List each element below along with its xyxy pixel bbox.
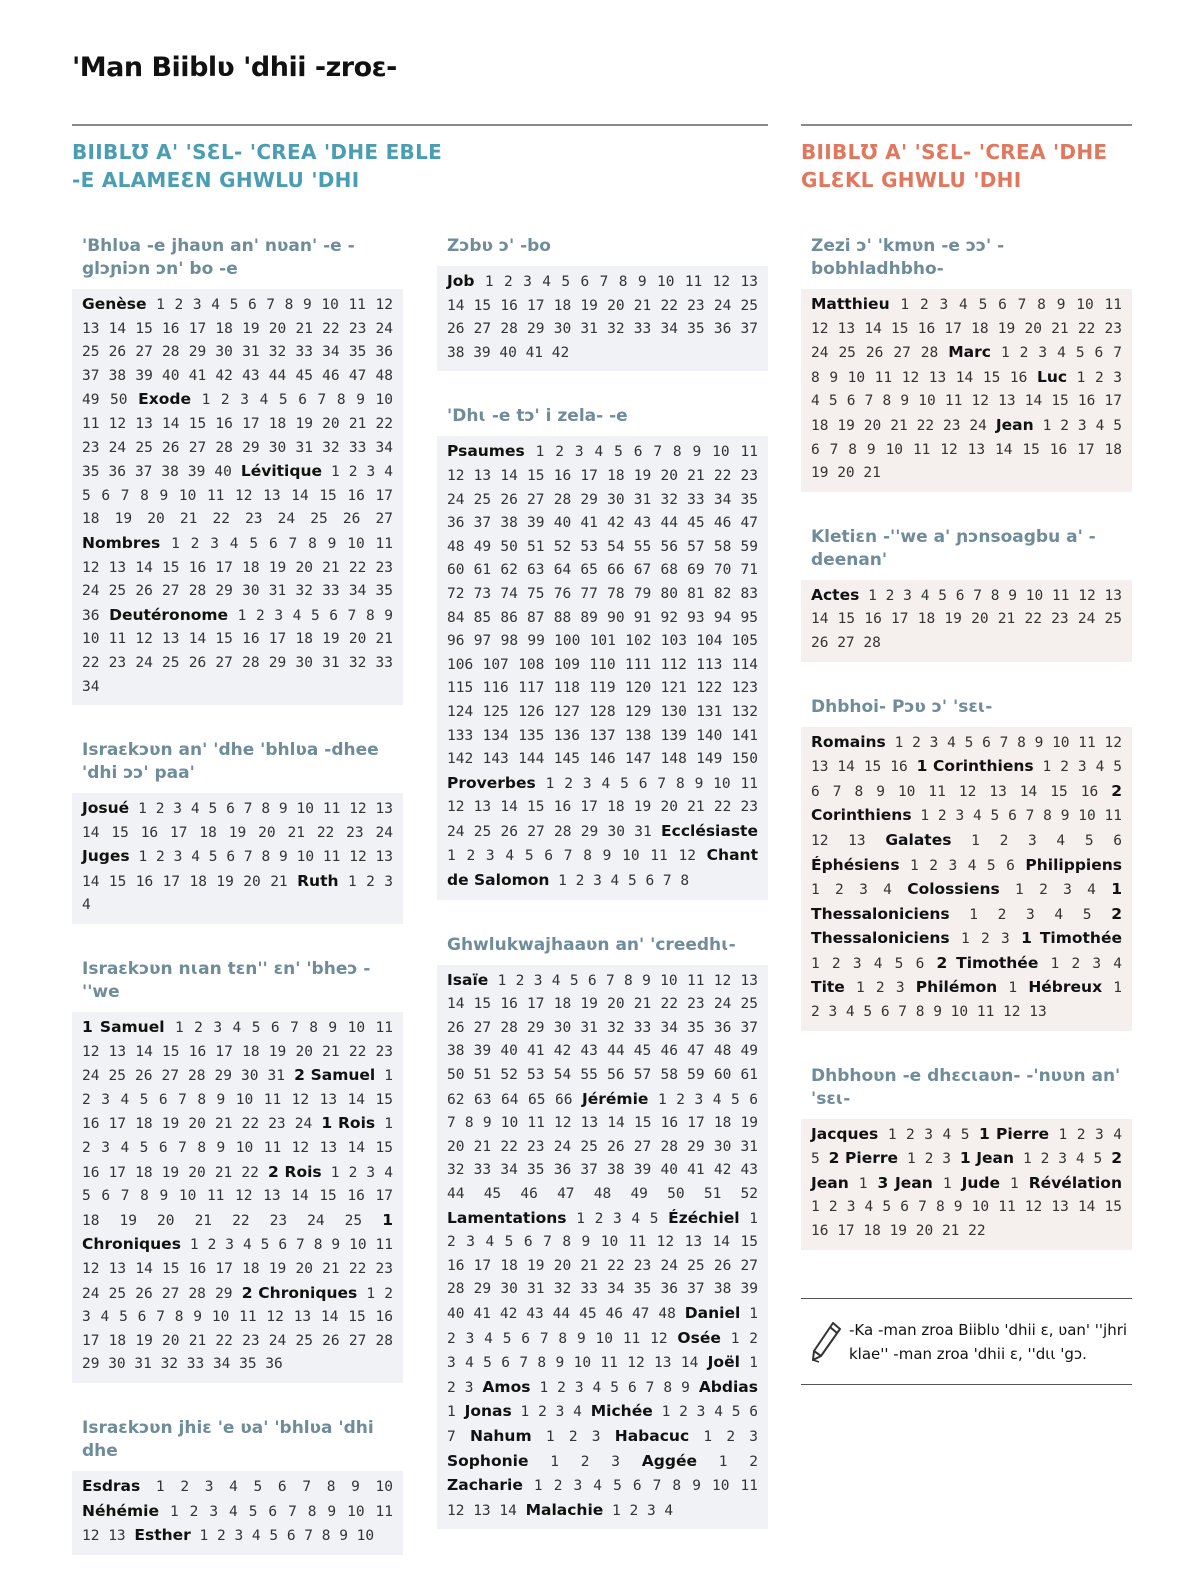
chapter-box [801,580,1132,662]
chapter-numbers[interactable]: 1 2 3 4 5 6 7 8 9 10 11 12 13 14 15 16 17 18 19 20 21 [811,417,1122,482]
book-name-matthieu[interactable]: Matthieu [811,295,890,313]
chapter-box [72,1471,403,1555]
chapter-numbers[interactable]: 1 2 3 4 5 6 7 8 9 10 11 12 13 14 15 16 17 18 19 20 21 22 23 24 25 26 27 28 [811,297,1122,362]
chapter-numbers[interactable]: 1 2 3 [550,1453,620,1470]
pencil-icon [809,1320,843,1364]
section-title: Kletiɛn -''we a' ɲɔnsoagbu a' -deenan' [811,526,1096,570]
chapter-numbers[interactable]: 1 2 3 4 5 6 7 8 9 10 11 12 13 14 15 16 17 18 19 20 21 22 23 24 25 26 27 28 29 30 31 32 33 34 35 36 [82,535,393,624]
book-name-ruth[interactable]: Ruth [297,871,339,890]
book-section [72,958,403,1383]
chapter-numbers[interactable]: 1 2 3 4 5 6 7 8 9 10 11 12 13 14 15 16 17 18 19 20 21 22 23 24 25 26 27 28 29 [82,1237,393,1302]
chapter-numbers[interactable]: 1 2 3 4 [520,1404,582,1421]
section-title: Dhbhoi- Pɔʋ ɔ' 'sɛɩ- [811,696,993,717]
chapter-numbers[interactable]: 1 [447,1404,456,1421]
book-name-lamentations[interactable]: Lamentations [447,1208,567,1227]
note-text: -Ka -man zroa Biiblʋ 'dhii ɛ, ʋan' ''jhri klae'' -man zroa 'dhii ɛ, ''dɩɩ 'gɔ. [849,1321,1128,1363]
book-name-esdras[interactable]: Esdras [82,1476,141,1495]
book-name-1-timothee[interactable]: 1 Timothée [1021,929,1122,948]
book-name-romains[interactable]: Romains [811,732,886,751]
book-name-1-thessaloniciens[interactable]: 1 Thessaloniciens [811,880,1123,923]
chapter-numbers[interactable]: 1 2 3 4 5 6 7 8 9 [539,1379,690,1396]
book-section [801,696,1132,1031]
nt-heading: BIIBLƱ A' 'SƐL- 'CREA 'DHE GLƐKL GHWLU 'DHI [801,140,1108,192]
chapter-box [801,1119,1132,1250]
ot-heading: BIIBLƱ A' 'SƐL- 'CREA 'DHE EBLE -E ALAMEƐN GHWLU 'DHI [72,140,443,192]
note-top-divider [801,1298,1132,1299]
book-name-sophonie[interactable]: Sophonie [447,1451,529,1470]
book-name-1-jean[interactable]: 1 Jean [959,1149,1015,1168]
chapter-numbers[interactable]: 1 2 3 4 5 6 7 8 9 10 [155,1478,393,1495]
chapter-numbers[interactable]: 1 2 3 4 5 6 7 8 9 10 11 12 13 14 15 16 17 18 19 20 21 22 23 24 25 26 27 28 29 30 31 32 33 34 [82,607,394,695]
chapter-numbers[interactable]: 1 2 3 [960,931,1010,948]
book-name-2-thessaloniciens[interactable]: 2 Thessaloniciens [811,904,1122,948]
book-name-actes[interactable]: Actes [811,585,860,604]
chapter-box [437,965,768,1530]
chapter-numbers[interactable]: 1 2 3 4 [612,1502,674,1519]
ot-top-rule [72,124,768,126]
book-name-3-jean[interactable]: 3 Jean [877,1173,933,1192]
book-name-aggee[interactable]: Aggée [641,1451,697,1470]
chapter-numbers[interactable]: 1 2 3 [703,1428,759,1445]
book-name-2-timothee[interactable]: 2 Timothée [936,953,1039,972]
book-name-ezechiel[interactable]: Ézéchiel [668,1208,740,1227]
chapter-numbers[interactable]: 1 2 3 [545,1428,601,1445]
chapter-numbers[interactable]: 1 2 3 4 5 6 [811,955,925,972]
chapter-numbers[interactable]: 1 2 3 4 5 6 7 8 9 10 11 12 13 14 15 16 [811,759,1122,800]
book-name-jude[interactable]: Jude [961,1173,1000,1192]
chapter-numbers[interactable]: 1 2 3 4 5 6 7 8 9 10 11 12 13 14 15 16 17 18 19 20 21 22 23 24 25 26 27 28 29 30 31 32 33 34 35 36 37 38 39 40 [82,392,394,481]
section-title: Ghwlukwajhaaʋn an' 'creedhɩ- [447,934,736,955]
chapter-numbers[interactable]: 1 2 3 4 5 6 7 8 9 10 11 12 13 14 15 16 17 18 19 20 21 [82,849,393,890]
chapter-numbers[interactable]: 1 2 3 4 5 6 7 [447,1404,759,1445]
book-name-josue[interactable]: Josué [82,799,130,818]
book-name-osee[interactable]: Osée [677,1328,721,1347]
book-name-revelation[interactable]: Révélation [1028,1173,1122,1192]
section-title: Israɛkɔʋn nɩan tɛn'' ɛn' 'bheɔ -''we [82,959,371,1003]
chapter-numbers[interactable]: 1 2 3 4 5 [1022,1151,1103,1168]
chapter-numbers[interactable]: 1 [942,1175,952,1192]
chapter-numbers[interactable]: 1 [1008,980,1018,997]
book-name-habacuc[interactable]: Habacuc [614,1426,690,1445]
ot-column-left [72,235,403,1589]
book-section [72,739,403,924]
book-name-zacharie[interactable]: Zacharie [447,1476,523,1495]
book-name-colossiens[interactable]: Colossiens [907,880,1000,899]
chapter-numbers[interactable]: 1 2 3 4 5 6 7 8 9 10 11 12 13 14 [447,1330,758,1372]
chapter-numbers[interactable]: 1 2 3 4 5 6 7 8 9 10 11 12 13 14 15 16 17 18 19 20 21 22 23 24 [82,1068,394,1133]
chapter-numbers[interactable]: 1 2 3 4 5 [576,1210,659,1227]
book-name-amos[interactable]: Amos [482,1377,531,1396]
book-name-luc[interactable]: Luc [1036,367,1068,386]
chapter-numbers[interactable]: 1 2 3 4 5 6 7 8 9 10 11 12 13 14 15 16 [811,345,1123,386]
book-name-galates[interactable]: Galates [885,830,952,849]
chapter-numbers[interactable]: 1 2 3 4 5 6 7 8 9 10 11 12 13 14 15 16 17 18 19 20 21 22 23 24 25 26 27 28 29 30 31 32 33 34 35 36 37 38 39 40 41 42 43 44 45 46 47 48 49 50 51 52 [447,1091,759,1202]
chapter-numbers[interactable]: 1 2 3 4 5 6 7 8 9 10 11 12 13 14 15 16 17 18 19 20 21 22 23 24 25 26 27 28 29 30 31 [82,1020,393,1085]
book-name-isaie[interactable]: Isaïe [447,970,489,989]
chapter-numbers[interactable]: 1 2 3 4 5 6 7 8 9 10 11 12 13 14 15 16 17 18 19 20 21 22 [82,1116,393,1181]
chapter-numbers[interactable]: 1 2 3 4 5 6 7 8 9 10 11 12 13 14 15 16 17 18 19 20 21 22 23 24 25 26 27 28 29 30 31 32 33 34 35 36 37 38 39 40 41 42 [447,274,758,361]
book-name-philippiens[interactable]: Philippiens [1025,855,1123,874]
chapter-numbers[interactable]: 1 2 3 4 5 6 7 8 9 10 11 12 13 14 15 16 17 18 19 20 21 22 23 24 [811,369,1123,434]
chapter-numbers[interactable]: 1 2 3 4 5 6 7 8 9 10 11 12 13 [811,808,1122,849]
chapter-box [801,727,1132,1031]
book-name-nahum[interactable]: Nahum [469,1426,532,1445]
chapter-numbers[interactable]: 1 2 3 4 5 6 [910,857,1015,874]
book-name-joel[interactable]: Joël [707,1353,740,1372]
book-name-ephesiens[interactable]: Éphésiens [811,855,900,874]
book-name-2-pierre[interactable]: 2 Pierre [828,1149,899,1168]
chapter-numbers[interactable]: 1 2 3 4 5 6 7 8 9 10 11 12 13 14 15 16 17 18 19 20 21 22 23 24 25 26 27 28 29 30 31 [447,775,758,840]
section-title: 'Bhlʋa -e jhaʋn an' nʋan' -e -glɔɲiɔn ɔn' bo -e [82,236,355,279]
book-name-ecclesiaste[interactable]: Ecclésiaste [661,821,758,840]
section-title: Israɛkɔʋn an' 'dhe 'bhlʋa -dhee 'dhi ɔɔ' paa' [82,740,379,784]
chapter-box [72,289,403,705]
book-name-1-corinthiens[interactable]: 1 Corinthiens [916,757,1034,776]
book-name-abdias[interactable]: Abdias [698,1377,758,1396]
chapter-box [801,289,1132,492]
chapter-box [72,793,403,924]
book-name-2-jean[interactable]: 2 Jean [811,1149,1123,1192]
note-bottom-divider [801,1384,1132,1385]
chapter-numbers[interactable]: 1 2 3 4 5 [887,1126,970,1143]
chapter-numbers[interactable]: 1 2 3 4 5 6 7 8 9 10 11 12 13 14 15 16 17 18 19 20 21 22 23 24 25 26 27 28 29 30 31 32 33 34 35 36 37 38 39 40 41 42 43 44 45 46 47 48 [447,1210,758,1322]
book-name-exode[interactable]: Exode [138,390,191,409]
chapter-numbers[interactable]: 1 2 3 4 5 6 7 8 9 10 11 12 13 14 15 16 17 18 19 20 21 22 [811,1199,1122,1240]
book-name-1-chroniques[interactable]: 1 Chroniques [82,1210,393,1254]
book-name-psaumes[interactable]: Psaumes [447,442,525,461]
book-name-deuteronome[interactable]: Deutéronome [109,605,229,624]
book-section [801,1065,1132,1250]
chapter-numbers[interactable]: 1 2 3 4 5 6 7 8 9 10 11 12 13 14 [447,1478,758,1519]
chapter-numbers[interactable]: 1 2 3 4 5 [969,906,1092,923]
book-section [437,235,768,371]
book-name-michee[interactable]: Michée [590,1402,653,1421]
chapter-numbers[interactable]: 1 2 3 4 5 6 7 8 9 10 11 12 13 [82,1503,393,1545]
book-section [801,235,1132,492]
book-name-tite[interactable]: Tite [811,978,845,997]
book-name-2-chroniques[interactable]: 2 Chroniques [241,1283,358,1302]
book-section [72,1417,403,1555]
book-name-job[interactable]: Job [447,272,475,290]
book-name-proverbes[interactable]: Proverbes [447,773,536,792]
chapter-numbers[interactable]: 1 2 3 4 5 6 7 8 9 10 11 12 13 14 15 16 17 18 19 20 21 22 23 24 25 26 27 28 29 30 31 32 33 34 35 36 37 38 39 40 41 42 43 44 45 46 47 48 49 50 [82,297,393,409]
book-name-jeremie[interactable]: Jérémie [582,1089,649,1108]
book-section [801,526,1132,662]
chapter-numbers[interactable]: 1 2 3 [856,980,905,997]
book-name-marc[interactable]: Marc [948,343,991,362]
chapter-numbers[interactable]: 1 2 3 4 5 6 7 8 9 10 11 12 13 14 15 16 17 18 19 20 21 22 23 24 25 26 27 28 29 30 31 32 33 34 35 36 37 38 39 40 41 42 43 44 45 46 47 48 49 50 51 52 53 54 55 56 57 58 59 60 61 62 63 64 65 66 [447,972,758,1108]
chapter-numbers[interactable]: 1 2 3 4 5 6 7 8 [558,873,690,890]
book-section [437,405,768,899]
section-title: Zezi ɔ' 'kmʋn -e ɔɔ' -bobhladhbho- [811,236,1005,279]
book-name-esther[interactable]: Esther [134,1526,191,1545]
book-section [72,235,403,705]
book-name-nombres[interactable]: Nombres [82,533,161,552]
chapter-numbers[interactable]: 1 2 3 [906,1151,951,1168]
book-name-hebreux[interactable]: Hébreux [1028,978,1103,997]
book-name-1-samuel[interactable]: 1 Samuel [82,1018,165,1037]
book-name-nehemie[interactable]: Néhémie [82,1501,160,1520]
chapter-numbers[interactable]: 1 2 3 4 5 [811,1126,1122,1168]
chapter-numbers[interactable]: 1 2 3 4 [1050,955,1123,972]
chapter-numbers[interactable]: 1 2 3 4 5 6 7 8 9 10 11 12 13 14 15 16 17 18 19 20 21 22 23 24 25 26 27 28 29 30 31 32 33 34 35 36 37 38 39 40 41 42 43 44 45 46 47 48 49 50 51 52 53 54 55 56 57 58 59 60 61 62 63 64 65 66 67 68 69 70 71 72 73 74 75 76 77 78 79 80 81 82 83 84 85 86 87 88 89 90 91 92 93 94 95 96 97 98 99 100 101 102 103 104 105 106 107 108 109 110 111 112 113 114 115 116 117 118 119 120 121 122 123 124 125 126 127 128 129 130 131 132 133 134 135 136 137 138 139 140 141 142 143 144 145 146 147 148 149 150 [447,444,758,768]
nt-top-rule [801,124,1132,126]
section-title: Dhbhoʋn -e dhɛcɩaʋn- -'nʋʋn an' 'sɛɩ- [811,1065,1121,1109]
chapter-numbers[interactable]: 1 2 3 4 5 6 7 8 9 10 11 12 13 14 15 16 17 18 19 20 21 22 23 24 25 [82,1164,393,1229]
chapter-numbers[interactable]: 1 2 3 4 5 6 7 8 9 10 11 12 13 [811,980,1123,1021]
book-name-1-rois[interactable]: 1 Rois [321,1114,376,1133]
nt-column [801,235,1132,1284]
chapter-numbers[interactable]: 1 2 3 4 [811,882,892,899]
chapter-numbers[interactable]: 1 2 3 4 5 6 7 8 9 10 11 12 13 14 15 16 17 18 19 20 21 22 23 24 25 26 27 28 [811,587,1122,651]
book-name-levitique[interactable]: Lévitique [240,462,323,481]
chapter-box [437,436,768,899]
chapter-numbers[interactable]: 1 2 3 4 5 6 7 8 9 10 11 12 [447,848,696,865]
book-name-2-samuel[interactable]: 2 Samuel [294,1066,376,1085]
chapter-numbers[interactable]: 1 2 3 4 5 6 7 8 9 10 [199,1528,375,1545]
chapter-numbers[interactable]: 1 2 3 4 5 6 7 8 9 10 11 12 13 14 15 16 17 18 19 20 21 22 23 24 25 26 27 28 29 30 31 32 33 34 35 36 [82,1285,393,1373]
book-name-jean[interactable]: Jean [995,415,1034,434]
chapter-numbers[interactable]: 1 2 3 4 [82,873,393,914]
chapter-numbers[interactable]: 1 2 [718,1453,758,1470]
chapter-box [72,1012,403,1383]
book-name-malachie[interactable]: Malachie [525,1500,604,1519]
chapter-numbers[interactable]: 1 2 3 4 [1015,882,1096,899]
chapter-numbers[interactable]: 1 [1010,1175,1019,1192]
book-name-jacques[interactable]: Jacques [811,1124,879,1143]
section-title: 'Dhɩ -e tɔ' i zela- -e [447,406,628,427]
chapter-numbers[interactable]: 1 2 3 [447,1355,758,1396]
book-name-2-corinthiens[interactable]: 2 Corinthiens [811,781,1123,825]
page-title: 'Man Biiblʋ 'dhii -zroɛ- [72,52,397,83]
book-section [437,934,768,1530]
book-name-genese[interactable]: Genèse [82,295,147,313]
book-name-chant-de-salomon[interactable]: Chant de Salomon [447,846,758,890]
reading-note [801,1298,1132,1386]
chapter-numbers[interactable]: 1 2 3 4 5 6 7 8 9 10 11 12 13 14 15 16 17 18 19 20 21 22 23 24 [82,801,394,841]
book-name-philemon[interactable]: Philémon [915,978,998,997]
chapter-numbers[interactable]: 1 2 3 4 5 6 7 8 9 10 11 12 13 14 15 16 [811,734,1122,776]
chapter-numbers[interactable]: 1 [858,1175,868,1192]
book-name-jonas[interactable]: Jonas [464,1402,512,1421]
chapter-numbers[interactable]: 1 2 3 4 5 6 7 8 9 10 11 12 [447,1305,758,1347]
ot-column-right [437,235,768,1563]
chapter-numbers[interactable]: 1 2 3 4 5 6 [971,832,1123,849]
chapter-numbers[interactable]: 1 2 3 4 5 6 7 8 9 10 11 12 13 14 15 16 17 18 19 20 21 22 23 24 25 26 27 [82,464,393,528]
book-name-daniel[interactable]: Daniel [684,1303,741,1322]
chapter-box [437,266,768,371]
book-name-juges[interactable]: Juges [82,847,130,866]
section-title: Zɔbʋ ɔ' -bo [447,236,551,256]
book-name-2-rois[interactable]: 2 Rois [267,1162,322,1181]
book-name-1-pierre[interactable]: 1 Pierre [979,1124,1049,1143]
section-title: Israɛkɔʋn jhiɛ 'e ʋa' 'bhlʋa 'dhi dhe [82,1417,374,1461]
